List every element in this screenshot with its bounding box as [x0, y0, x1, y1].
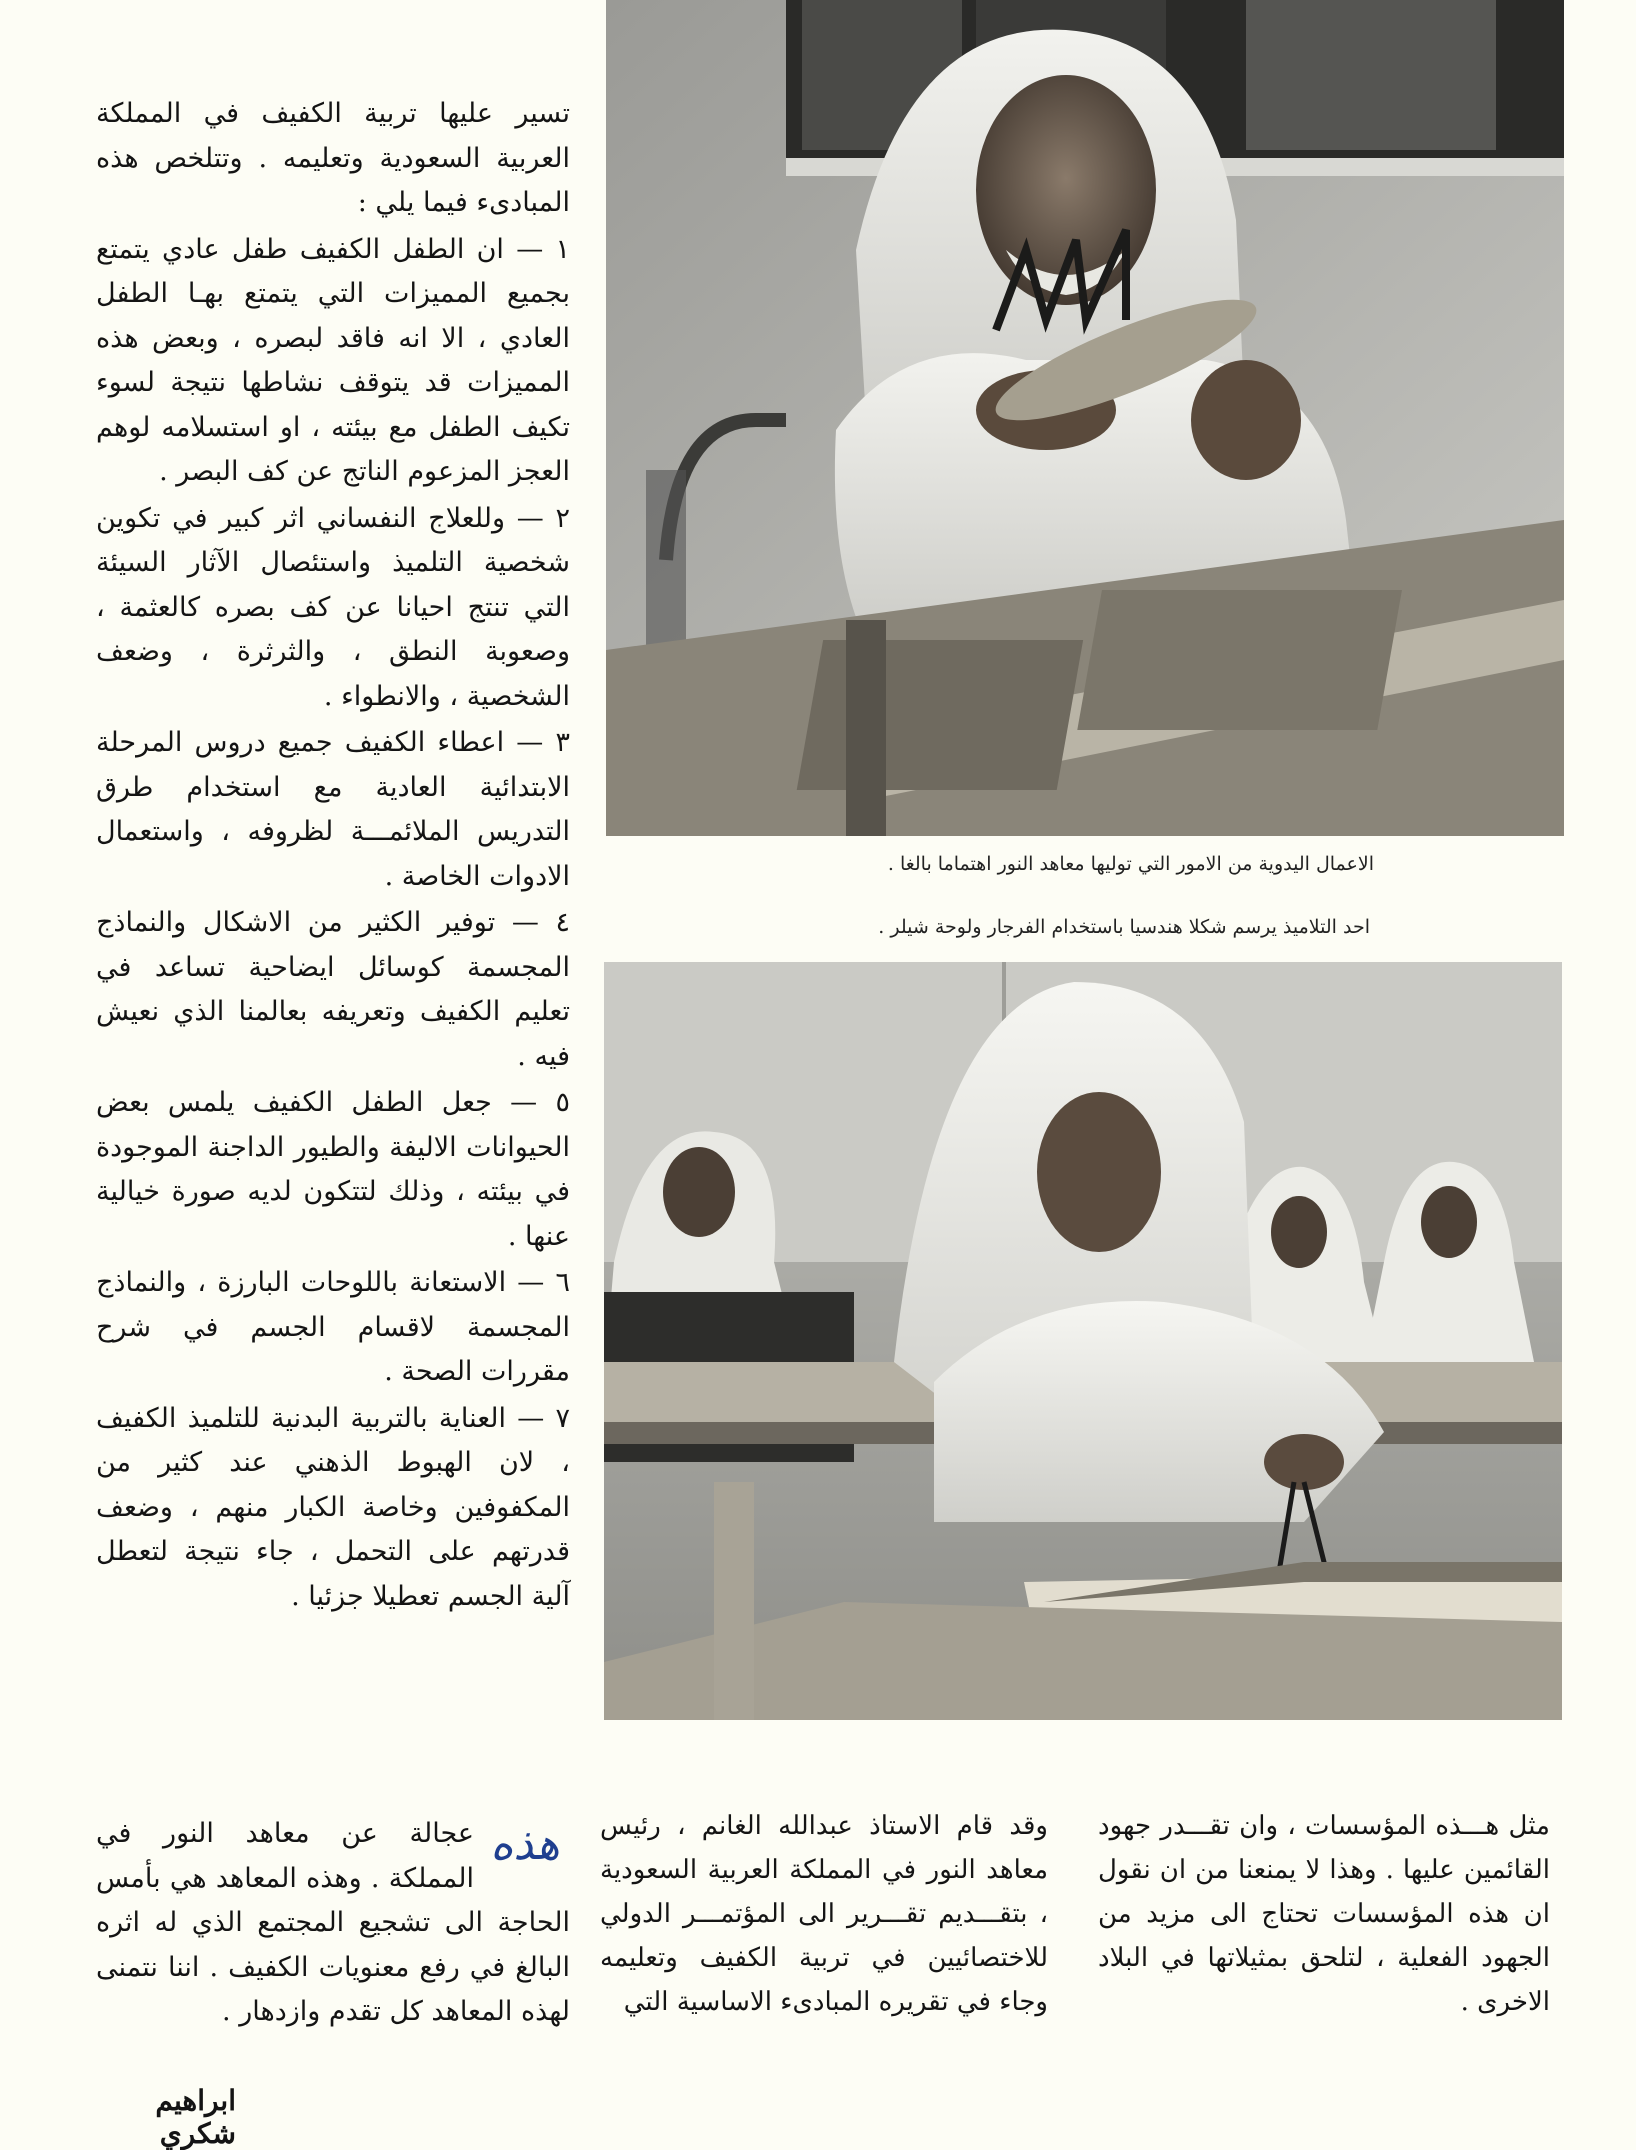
article-column-bottom-middle: وقد قام الاستاذ عبدالله الغانم ، رئيس معاهد النور في المملكة العربية السعودية ، بتقـــديم تقـــرير الى المؤتمـــر الدولي للاختصائيين في تربية الكفيف وتعليمه وجاء في تقريره المبادىء الاساسية التي	[600, 1811, 1048, 2017]
principle-6: ٦ — الاستعانة باللوحات البارزة ، والنماذج المجسمة لاقسام الجسم في شرح مقررات الصحة .	[96, 1267, 570, 1387]
photo-handicraft	[606, 0, 1564, 836]
principle-7: ٧ — العناية بالتربية البدنية للتلميذ الكفيف ، لان الهبوط الذهني عند كثير من المكفوفين وخاصة الكبار منهم ، وضعف قدرتهم على التحمل ، جاء نتيجة لتعطل آلية الجسم تعطيلا جزئيا .	[96, 1402, 570, 1612]
photo-geometry-class	[604, 962, 1562, 1720]
closing-text: عجالة عن معاهد النور في المملكة . وهذه المعاهد هي بأمس الحاجة الى تشجيع المجتمع الذي له اثره البالغ في رفع معنويات الكفيف . اننا نتمنى لهذه المعاهد كل تقدم وازدهار .	[96, 1818, 570, 2027]
principle-1: ١ — ان الطفل الكفيف طفل عادي يتمتع بجميع المميزات التي يتمتع بهـا الطفل العادي ، الا انه فاقد لبصره ، وبعض هذه المميزات قد يتوقف نشاطها نتيجة لسوء تكيف الطفل مع بيئته ، او استسلامه لوهم العجز المزعوم الناتج عن كف البصر .	[96, 233, 570, 487]
author-signature: ابراهيم شكري	[155, 2084, 236, 2150]
decorative-lead-word: هذه	[490, 1819, 560, 1870]
article-column-bottom-right: مثل هـــذه المؤسسات ، وان تقـــدر جهود القائمين عليها . وهذا لا يمنعنا من ان نقول ان هذه المؤسسات تحتاج الى مزيد من الجهود الفعلية ، لتلحق بمثيلاتها في البلاد الاخرى .	[1098, 1811, 1550, 2017]
caption-photo-handicraft: الاعمال اليدوية من الامور التي توليها معاهد النور اهتماما بالغا .	[887, 853, 1374, 875]
article-column-right	[96, 92, 570, 1619]
article-closing-paragraph	[96, 1812, 570, 2035]
intro-paragraph: تسير عليها تربية الكفيف في المملكة العربية السعودية وتعليمه . وتتلخص هذه المبادىء فيما يلي :	[96, 98, 570, 218]
principle-3: ٣ — اعطاء الكفيف جميع دروس المرحلة الابتدائية العادية مع استخدام طرق التدريس الملائمـــة لظروفه ، واستعمال الادوات الخاصة .	[96, 727, 570, 892]
principle-5: ٥ — جعل الطفل الكفيف يلمس بعض الحيوانات الاليفة والطيور الداجنة الموجودة في بيئته ، وذلك لتتكون لديه صورة خيالية عنها .	[96, 1087, 570, 1252]
principle-4: ٤ — توفير الكثير من الاشكال والنماذج المجسمة كوسائل ايضاحية تساعد في تعليم الكفيف وتعريفه بعالمنا الذي نعيش فيه .	[96, 907, 570, 1072]
principle-2: ٢ — وللعلاج النفساني اثر كبير في تكوين شخصية التلميذ واستئصال الآثار السيئة التي تنتج احيانا عن كف بصره كالعثمة ، وصعوبة النطق ، والثرثرة ، وضعف الشخصية ، والانطواء .	[96, 502, 570, 712]
caption-photo-geometry: احد التلاميذ يرسم شكلا هندسيا باستخدام الفرجار ولوحة شيلر .	[878, 916, 1370, 938]
